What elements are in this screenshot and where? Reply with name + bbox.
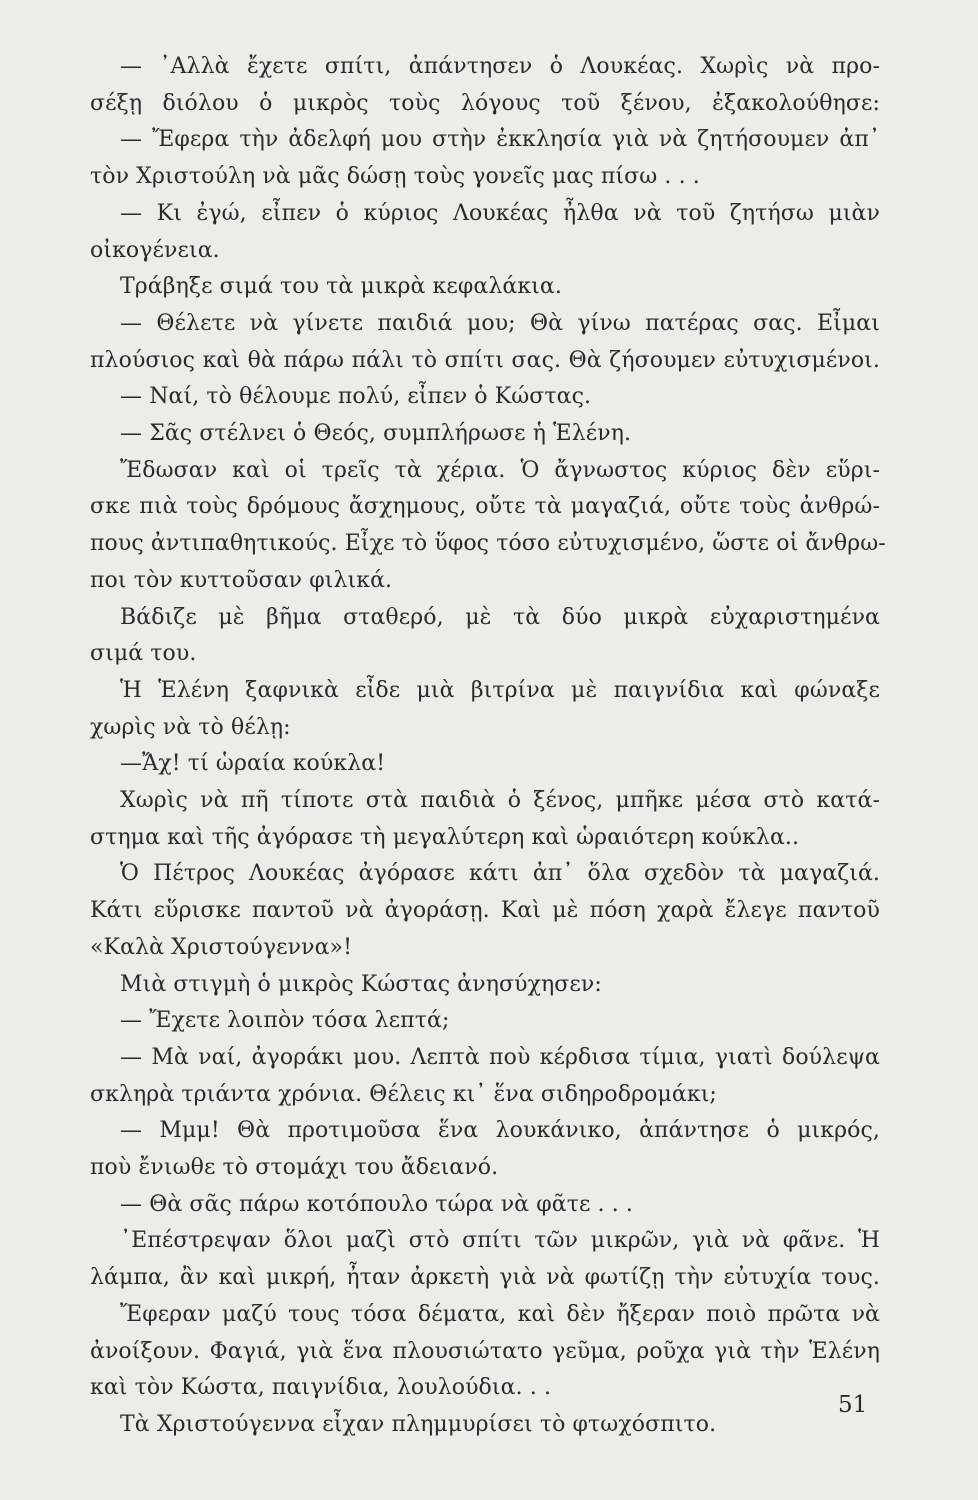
text-line: — Θέλετε νὰ γίνετε παιδιά μου; Θὰ γίνω πατέρας σας. Εἶμαι: [120, 310, 880, 336]
text-line: — Σᾶς στέλνει ὁ Θεός, συμπλήρωσε ἡ Ἑλένη.: [120, 421, 632, 446]
text-line: — Ἔχετε λοιπὸν τόσα λεπτά;: [120, 1008, 450, 1034]
text-line: Χωρὶς νὰ πῆ τίποτε στὰ παιδιὰ ὁ ξένος, μπῆκε μέσα στὸ κατά-: [120, 788, 880, 813]
text-line: Ἡ Ἑλένη ξαφνικὰ εἶδε μιὰ βιτρίνα μὲ παιγνίδια καὶ φώναξε: [120, 677, 880, 703]
text-line: Κάτι εὕρισκε παντοῦ νὰ ἀγοράσῃ. Καὶ μὲ πόση χαρὰ ἔλεγε παντοῦ: [90, 898, 880, 924]
text-line: χωρὶς νὰ τὸ θέλῃ:: [90, 714, 291, 740]
text-line: «Καλὰ Χριστούγεννα»!: [90, 934, 353, 960]
text-line: λάμπα, ἂν καὶ μικρή, ἦταν ἀρκετὴ γιὰ νὰ φωτίζῃ τὴν εὐτυχία τους.: [90, 1265, 880, 1291]
text-line: — Θὰ σᾶς πάρω κοτόπουλο τώρα νὰ φᾶτε . . .: [120, 1191, 634, 1217]
text-line: — Ἔφερα τὴν ἀδελφή μου στὴν ἐκκλησία γιὰ νὰ ζητήσουμεν ἀπ᾿: [120, 127, 880, 153]
text-line: ποὺ ἔνιωθε τὸ στομάχι του ἄδειανό.: [90, 1155, 499, 1180]
text-line: — Μμμ! Θὰ προτιμοῦσα ἕνα λουκάνικο, ἀπάντησε ὁ μικρός,: [120, 1118, 880, 1144]
page-number: 51: [838, 1392, 868, 1418]
text-line: ἀνοίξουν. Φαγιά, γιὰ ἕνα πλουσιώτατο γεῦμα, ροῦχα γιὰ τὴν Ἑλένη: [90, 1338, 880, 1364]
text-line: Τὰ Χριστούγεννα εἶχαν πλημμυρίσει τὸ φτωχόσπιτο.: [120, 1411, 717, 1437]
text-line: σιμά του.: [90, 641, 197, 667]
text-line: — ᾿Αλλὰ ἔχετε σπίτι, ἀπάντησεν ὁ Λουκέας. Χωρὶς νὰ προ-: [120, 54, 880, 79]
text-line: Ὁ Πέτρος Λουκέας ἀγόρασε κάτι ἀπ᾿ ὅλα σχεδὸν τὰ μαγαζιά.: [120, 861, 880, 887]
text-line: ᾿Επέστρεψαν ὅλοι μαζὶ στὸ σπίτι τῶν μικρῶν, γιὰ νὰ φᾶνε. Ἡ: [120, 1228, 880, 1254]
text-line: πους ἀντιπαθητικούς. Εἶχε τὸ ὕφος τόσο εὐτυχισμένο, ὥστε οἱ ἄνθρω-: [90, 531, 886, 557]
text-line: — Ναί, τὸ θέλουμε πολύ, εἶπεν ὁ Κώστας.: [120, 384, 592, 410]
text-line: Μιὰ στιγμὴ ὁ μικρὸς Κώστας ἀνησύχησεν:: [120, 971, 602, 997]
text-line: τὸν Χριστούλη νὰ μᾶς δώσῃ τοὺς γονεῖς μας πίσω . . .: [90, 164, 700, 190]
text-line: πλούσιος καὶ θὰ πάρω πάλι τὸ σπίτι σας. Θὰ ζήσουμεν εὐτυχισμένοι.: [90, 347, 880, 373]
text-line: — Κι ἐγώ, εἶπεν ὁ κύριος Λουκέας ἦλθα νὰ τοῦ ζητήσω μιὰν: [120, 200, 880, 226]
text-line: καὶ τὸν Κώστα, παιγνίδια, λουλούδια. . .: [90, 1375, 552, 1401]
text-line: σέξῃ διόλου ὁ μικρὸς τοὺς λόγους τοῦ ξένου, ἐξακολούθησε:: [90, 90, 880, 116]
text-line: σκε πιὰ τοὺς δρόμους ἄσχημους, οὔτε τὰ μαγαζιά, οὔτε τοὺς ἀνθρώ-: [90, 494, 880, 520]
text-line: στημα καὶ τῆς ἀγόρασε τὴ μεγαλύτερη καὶ ὡραιότερη κούκλα..: [90, 824, 800, 850]
text-line: σκληρὰ τριάντα χρόνια. Θέλεις κι᾿ ἕνα σιδηροδρομάκι;: [90, 1081, 717, 1107]
text-line: Τράβηξε σιμά του τὰ μικρὰ κεφαλάκια.: [120, 274, 562, 300]
text-line: —Ἄχ! τί ὡραία κούκλα!: [120, 751, 386, 777]
text-line: οἰκογένεια.: [90, 237, 220, 263]
text-line: Ἔφεραν μαζύ τους τόσα δέματα, καὶ δὲν ἤξεραν ποιὸ πρῶτα νὰ: [120, 1301, 880, 1327]
text-line: ποι τὸν κυττοῦσαν φιλικά.: [90, 567, 393, 593]
text-line: Ἔδωσαν καὶ οἱ τρεῖς τὰ χέρια. Ὁ ἄγνωστος κύριος δὲν εὕρι-: [120, 457, 880, 483]
text-line: Βάδιζε μὲ βῆμα σταθερό, μὲ τὰ δύο μικρὰ εὐχαριστημένα: [120, 604, 880, 630]
text-line: — Μὰ ναί, ἀγοράκι μου. Λεπτὰ ποὺ κέρδισα τίμια, γιατὶ δούλεψα: [120, 1044, 880, 1070]
